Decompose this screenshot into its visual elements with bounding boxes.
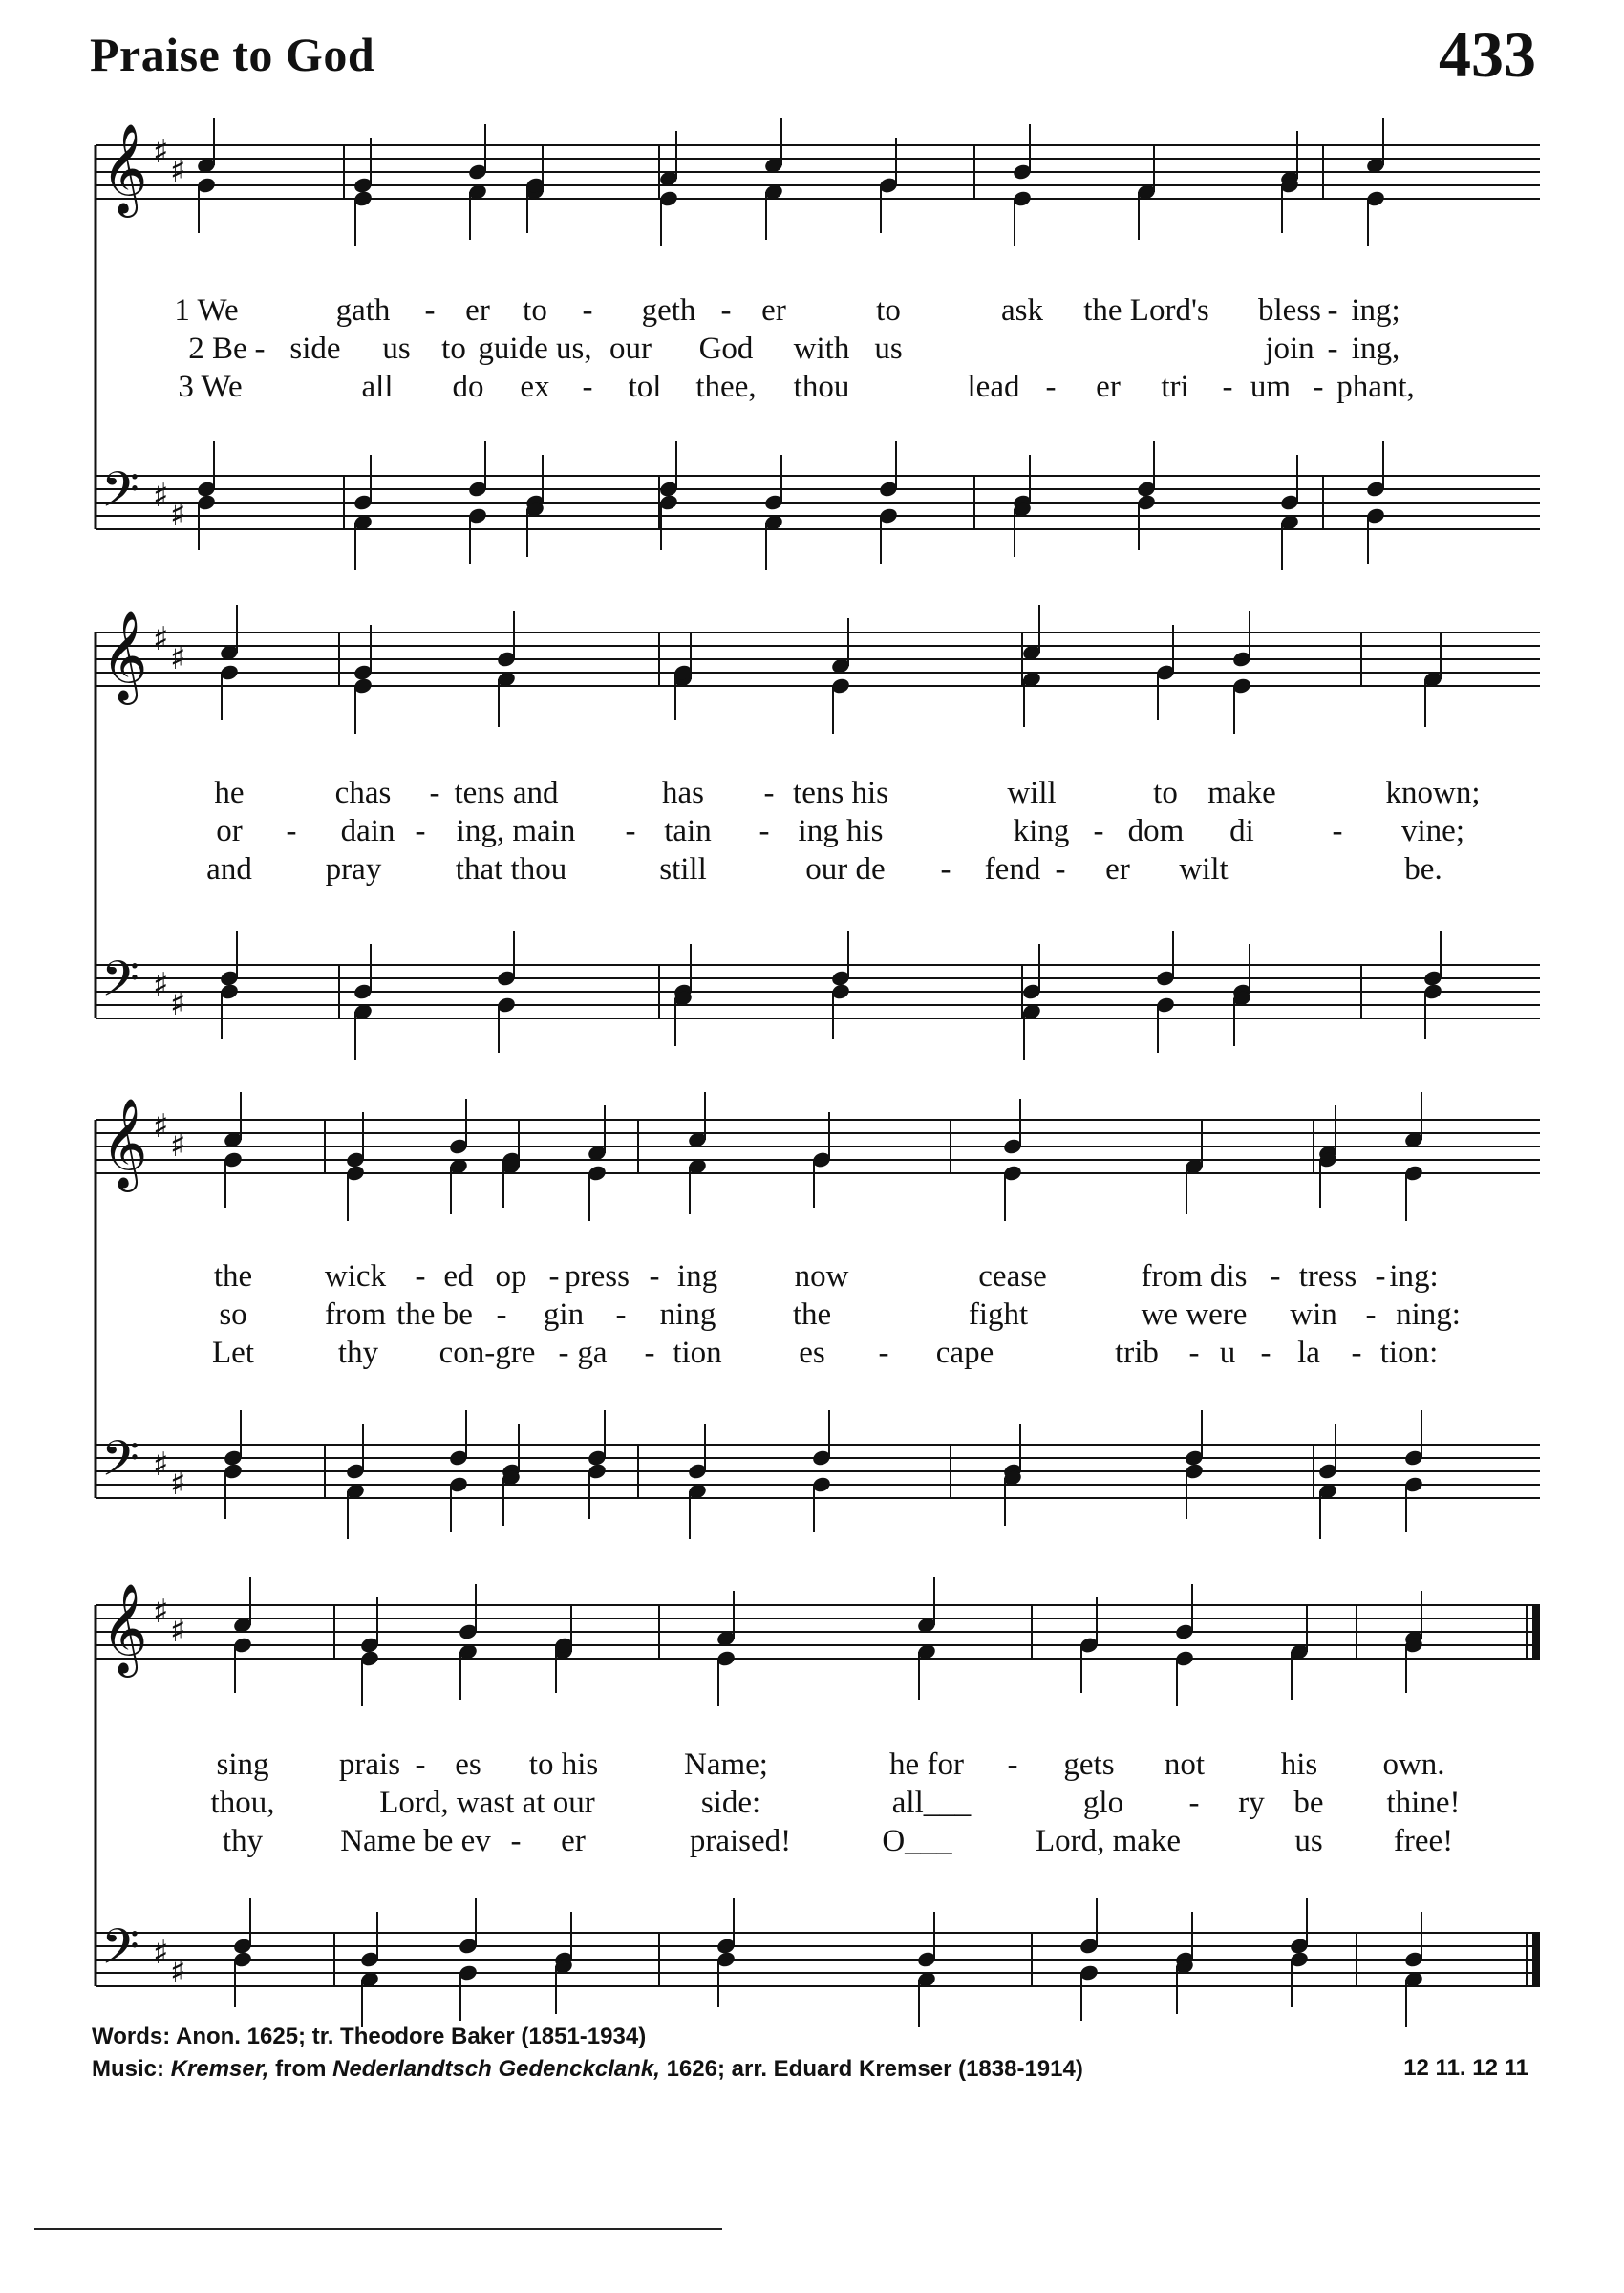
- lyric-syllable: free!: [1393, 1824, 1454, 1858]
- lyric-syllable: Name;: [684, 1747, 768, 1782]
- lyric-syllable: that thou: [455, 852, 567, 887]
- treble-clef-icon: 𝄞: [101, 611, 148, 701]
- lyric-syllable: thy: [337, 1336, 379, 1370]
- lyric-syllable: er: [1105, 852, 1130, 887]
- bass-clef-icon: 𝄢: [101, 461, 139, 530]
- lyric-syllable: tain: [664, 814, 712, 848]
- lyric-syllable: -: [644, 1336, 655, 1370]
- lyric-syllable: to: [523, 293, 547, 328]
- lyric-syllable: O___: [882, 1824, 952, 1858]
- lyric-syllable: still: [659, 852, 707, 887]
- lyric-syllable: the be: [396, 1297, 473, 1332]
- lyric-syllable: dom: [1127, 814, 1185, 848]
- lyric-syllable: thine!: [1386, 1786, 1461, 1820]
- lyric-syllable: tress: [1298, 1259, 1357, 1294]
- lyric-syllable: to: [441, 332, 466, 366]
- footer-rule: [34, 2228, 722, 2230]
- lyric-syllable: -: [1270, 1259, 1281, 1294]
- lyric-syllable: -: [1365, 1297, 1377, 1332]
- music-arranger: 1626; arr. Eduard Kremser (1838-1914): [659, 2056, 1083, 2082]
- lyric-syllable: es: [799, 1336, 825, 1370]
- lyric-syllable: tri: [1161, 370, 1189, 404]
- lyric-syllable: now: [794, 1259, 849, 1294]
- lyric-syllable: -: [1045, 370, 1057, 404]
- lyric-syllable: thy: [222, 1824, 264, 1858]
- lyric-syllable: gets: [1063, 1747, 1115, 1782]
- lyric-syllable: er: [1096, 370, 1121, 404]
- lyric-syllable: con-gre: [438, 1336, 536, 1370]
- sharp-icon: ♯: [170, 985, 186, 1023]
- lyric-syllable: be.: [1404, 852, 1442, 887]
- lyric-syllable: side:: [700, 1786, 761, 1820]
- lyric-syllable: thou: [793, 370, 850, 404]
- lyric-syllable: ing:: [1389, 1259, 1439, 1294]
- lyric-syllable: dain: [340, 814, 395, 848]
- lyric-syllable: pray: [325, 852, 382, 887]
- lyric-syllable: -: [1188, 1336, 1200, 1370]
- treble-clef-icon: 𝄞: [101, 1098, 148, 1189]
- lyric-syllable: win: [1290, 1297, 1337, 1332]
- lyric-syllable: side: [289, 332, 341, 366]
- lyric-syllable: Lord, make: [1035, 1824, 1182, 1858]
- lyric-syllable: -: [1351, 1336, 1362, 1370]
- lyric-syllable: la: [1297, 1336, 1320, 1370]
- lyric-syllable: -: [1222, 370, 1233, 404]
- lyric-syllable: do: [452, 370, 484, 404]
- lyric-syllable: king: [1013, 814, 1070, 848]
- lyric-syllable: -: [496, 1297, 507, 1332]
- bass-clef-icon: 𝄢: [101, 1918, 139, 1987]
- lyric-syllable: 3 We: [178, 370, 243, 404]
- lyric-syllable: guide us,: [478, 332, 592, 366]
- lyric-syllable: trib: [1115, 1336, 1159, 1370]
- lyric-syllable: all: [361, 370, 394, 404]
- lyric-syllable: God: [698, 332, 754, 366]
- lyric-syllable: -: [415, 1259, 426, 1294]
- lyric-syllable: geth: [641, 293, 696, 328]
- lyric-syllable: -: [940, 852, 951, 887]
- lyric-syllable: press: [565, 1259, 630, 1294]
- lyric-syllable: gin: [543, 1297, 585, 1332]
- lyric-syllable: ing his: [798, 814, 884, 848]
- lyric-syllable: gath: [335, 293, 391, 328]
- lyric-syllable: -: [558, 1336, 569, 1370]
- lyric-syllable: us: [874, 332, 903, 366]
- lyric-syllable: -: [415, 1747, 426, 1782]
- lyric-syllable: the Lord's: [1083, 293, 1209, 328]
- lyric-syllable: ning:: [1396, 1297, 1461, 1332]
- lyric-syllable: -: [1260, 1336, 1271, 1370]
- lyric-syllable: -: [1332, 814, 1343, 848]
- lyric-syllable: the: [213, 1259, 253, 1294]
- music-label: Music:: [92, 2056, 171, 2082]
- lyric-syllable: fight: [968, 1297, 1029, 1332]
- lyric-syllable: thou,: [210, 1786, 275, 1820]
- lyric-syllable: ex: [520, 370, 550, 404]
- lyric-syllable: all___: [891, 1786, 972, 1820]
- lyric-syllable: Lord, wast at our: [379, 1786, 595, 1820]
- lyric-syllable: from: [324, 1297, 387, 1332]
- lyric-syllable: -: [1188, 1786, 1200, 1820]
- lyric-syllable: -: [582, 293, 593, 328]
- credits-block: [92, 2024, 1083, 2089]
- lyric-syllable: wick: [324, 1259, 387, 1294]
- lyric-syllable: us: [382, 332, 411, 366]
- lyric-syllable: ing: [676, 1259, 718, 1294]
- sharp-icon: ♯: [170, 496, 186, 534]
- sharp-icon: ♯: [170, 152, 186, 190]
- lyric-syllable: er: [561, 1824, 586, 1858]
- sharp-icon: ♯: [170, 1465, 186, 1503]
- lyric-syllable: own.: [1382, 1747, 1445, 1782]
- lyric-syllable: not: [1164, 1747, 1206, 1782]
- music-credit: [92, 2056, 1083, 2083]
- sharp-icon: ♯: [170, 1953, 186, 1991]
- lyric-syllable: chas: [334, 776, 392, 810]
- tune-name: Kremser,: [170, 2056, 269, 2082]
- lyric-syllable: -: [1055, 852, 1066, 887]
- lyric-syllable: um: [1250, 370, 1292, 404]
- sharp-icon: ♯: [153, 1107, 169, 1146]
- sharp-icon: ♯: [153, 1593, 169, 1631]
- lyric-syllable: ing,: [1351, 332, 1400, 366]
- lyric-syllable: er: [465, 293, 490, 328]
- lyric-syllable: ed: [443, 1259, 474, 1294]
- sharp-icon: ♯: [170, 1612, 186, 1650]
- lyric-syllable: ning: [659, 1297, 716, 1332]
- lyric-syllable: tion:: [1379, 1336, 1439, 1370]
- lyric-syllable: es: [455, 1747, 481, 1782]
- lyric-syllable: -: [625, 814, 636, 848]
- lyric-syllable: u: [1219, 1336, 1236, 1370]
- lyric-syllable: join: [1265, 332, 1314, 366]
- lyric-syllable: op: [495, 1259, 527, 1294]
- sharp-icon: ♯: [153, 1934, 169, 1972]
- hymn-number: 433: [1439, 18, 1536, 91]
- sharp-icon: ♯: [153, 1446, 169, 1484]
- lyric-syllable: so: [219, 1297, 247, 1332]
- music-from: from: [268, 2056, 333, 2082]
- lyric-syllable: -: [1327, 332, 1338, 366]
- lyric-syllable: ask: [1001, 293, 1043, 328]
- lyric-syllable: has: [662, 776, 704, 810]
- lyric-syllable: -: [878, 1336, 889, 1370]
- lyric-syllable: he for: [889, 1747, 964, 1782]
- lyric-syllable: cease: [978, 1259, 1047, 1294]
- meter-label: 12 11. 12 11: [1403, 2055, 1528, 2081]
- sharp-icon: ♯: [153, 477, 169, 515]
- lyric-syllable: -: [1093, 814, 1104, 848]
- lyric-syllable: from dis: [1141, 1259, 1248, 1294]
- lyric-syllable: we were: [1141, 1297, 1248, 1332]
- lyric-syllable: Name be ev: [340, 1824, 491, 1858]
- lyric-syllable: -: [582, 370, 593, 404]
- lyric-syllable: -: [615, 1297, 627, 1332]
- lyric-syllable: praised!: [689, 1824, 792, 1858]
- lyric-syllable: -: [1327, 293, 1338, 328]
- lyric-syllable: er: [761, 293, 786, 328]
- lyric-syllable: tol: [628, 370, 662, 404]
- lyric-syllable: -: [548, 1259, 560, 1294]
- words-credit: Words: Anon. 1625; tr. Theodore Baker (1851-1934): [92, 2024, 647, 2049]
- hymn-section-title: Praise to God: [90, 28, 375, 81]
- lyric-syllable: Let: [212, 1336, 254, 1370]
- lyric-syllable: -: [763, 776, 775, 810]
- lyric-syllable: tens and: [454, 776, 559, 810]
- sharp-icon: ♯: [153, 620, 169, 658]
- lyric-syllable: -: [510, 1824, 522, 1858]
- lyric-syllable: -: [429, 776, 440, 810]
- lyric-syllable: -: [254, 332, 266, 366]
- lyric-syllable: ry: [1238, 1786, 1265, 1820]
- lyric-syllable: ing, main: [456, 814, 576, 848]
- lyric-syllable: tion: [673, 1336, 722, 1370]
- lyric-syllable: and: [206, 852, 252, 887]
- lyric-syllable: phant,: [1336, 370, 1415, 404]
- treble-clef-icon: 𝄞: [101, 1583, 148, 1674]
- lyric-syllable: known;: [1385, 776, 1481, 810]
- sharp-icon: ♯: [170, 1126, 186, 1165]
- lyric-syllable: cape: [935, 1336, 994, 1370]
- bass-clef-icon: 𝄢: [101, 950, 139, 1019]
- lyric-syllable: -: [1313, 370, 1324, 404]
- lyric-syllable: -: [424, 293, 436, 328]
- lyric-syllable: thee,: [695, 370, 757, 404]
- treble-clef-icon: 𝄞: [101, 123, 148, 214]
- lyric-syllable: -: [1007, 1747, 1018, 1782]
- lyric-syllable: make: [1207, 776, 1276, 810]
- sharp-icon: ♯: [170, 639, 186, 677]
- lyric-syllable: will: [1007, 776, 1057, 810]
- lyric-syllable: ing;: [1351, 293, 1400, 328]
- lyric-syllable: his: [1280, 1747, 1318, 1782]
- lyric-syllable: our de: [805, 852, 886, 887]
- lyric-syllable: he: [214, 776, 245, 810]
- lyric-syllable: with: [793, 332, 850, 366]
- lyric-syllable: 2 Be: [188, 332, 247, 366]
- lyric-syllable: glo: [1082, 1786, 1124, 1820]
- lyric-syllable: the: [792, 1297, 832, 1332]
- lyric-syllable: vine;: [1401, 814, 1464, 848]
- lyric-syllable: -: [286, 814, 297, 848]
- lyric-syllable: -: [759, 814, 770, 848]
- lyric-syllable: -: [649, 1259, 660, 1294]
- lyric-syllable: to his: [528, 1747, 599, 1782]
- lyric-syllable: -: [415, 814, 426, 848]
- lyric-syllable: fend: [984, 852, 1041, 887]
- lyric-syllable: bless: [1258, 293, 1321, 328]
- bass-clef-icon: 𝄢: [101, 1429, 139, 1499]
- lyric-syllable: to: [876, 293, 901, 328]
- lyric-syllable: prais: [338, 1747, 401, 1782]
- lyric-syllable: lead: [967, 370, 1020, 404]
- sharp-icon: ♯: [153, 133, 169, 171]
- lyric-syllable: be: [1293, 1786, 1324, 1820]
- lyric-syllable: -: [1375, 1259, 1386, 1294]
- lyric-syllable: or: [216, 814, 243, 848]
- lyric-syllable: to: [1153, 776, 1178, 810]
- lyric-syllable: -: [720, 293, 732, 328]
- lyric-syllable: di: [1229, 814, 1254, 848]
- lyric-syllable: sing: [216, 1747, 269, 1782]
- sharp-icon: ♯: [153, 966, 169, 1004]
- lyric-syllable: ga: [577, 1336, 608, 1370]
- lyric-syllable: wilt: [1179, 852, 1229, 887]
- source-name: Nederlandtsch Gedenckclank,: [332, 2056, 660, 2082]
- lyric-syllable: 1 We: [174, 293, 239, 328]
- lyric-syllable: tens his: [793, 776, 888, 810]
- lyric-syllable: us: [1294, 1824, 1323, 1858]
- lyric-syllable: our: [609, 332, 652, 366]
